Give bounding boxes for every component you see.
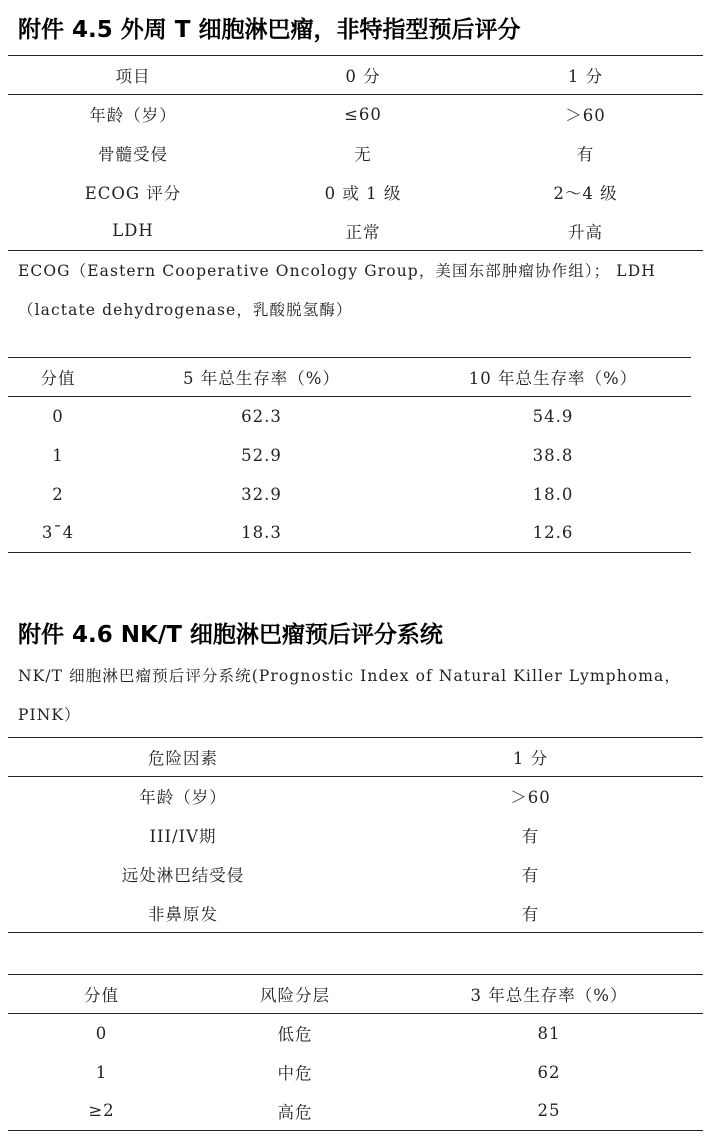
table-cell: 非鼻原发	[148, 904, 218, 924]
section-46-title: 附件 4.6 NK/T 细胞淋巴瘤预后评分系统	[18, 622, 443, 648]
table-cell: 12.6	[532, 523, 574, 543]
table-cell: 0	[52, 406, 64, 426]
table-cell: 升高	[568, 222, 603, 242]
table-row	[8, 894, 703, 933]
table-header-row	[8, 738, 703, 777]
header-cell: 1 分	[567, 67, 604, 86]
header-cell: 危险因素	[148, 749, 218, 768]
table-cell: ≤60	[344, 104, 382, 124]
table-cell: 62	[537, 1062, 561, 1082]
table-row	[8, 855, 703, 894]
table-cell: 年龄（岁）	[89, 106, 177, 126]
table-cell: 有	[521, 866, 540, 885]
table-cell: 远处淋巴结受侵	[121, 866, 245, 885]
table-cell: 低危	[277, 1025, 313, 1045]
abbreviation-note-line1: ECOG（Eastern Cooperative Oncology Group，美国东部肿瘤协作组）； LDH	[18, 262, 656, 280]
header-cell: 分值	[40, 369, 76, 388]
pink-description-line1: NK/T 细胞淋巴瘤预后评分系统(Prognostic Index of Natural Killer Lymphoma，	[18, 667, 681, 685]
table-header-row	[8, 358, 691, 397]
table-row	[8, 816, 703, 855]
table-cell: 2～4 级	[553, 184, 618, 203]
table-row	[8, 1053, 703, 1092]
table-cell: 54.9	[532, 406, 574, 426]
table-cell: 骨髓受侵	[98, 145, 168, 164]
table-row	[8, 95, 703, 134]
table-row	[8, 134, 703, 173]
ptcl-survival-table	[8, 357, 691, 553]
header-cell: 1 分	[512, 749, 549, 768]
section-45-title: 附件 4.5 外周 T 细胞淋巴瘤，非特指型预后评分	[18, 17, 521, 43]
header-cell: 分值	[84, 986, 119, 1005]
table-row	[8, 436, 691, 475]
table-cell: 32.9	[241, 484, 282, 504]
pink-risk-group-table	[8, 974, 703, 1131]
table-header-row	[8, 975, 703, 1014]
table-cell: III/IV期	[149, 827, 217, 846]
table-cell: LDH	[112, 221, 154, 241]
ptcl-score-table	[8, 55, 703, 251]
table-row	[8, 777, 703, 816]
table-row	[8, 212, 703, 251]
table-cell: ＞60	[510, 788, 551, 808]
table-cell: 38.8	[532, 445, 574, 465]
table-cell: 年龄（岁）	[139, 788, 227, 808]
table-cell: 1	[95, 1062, 108, 1082]
table-cell: 0 或 1 级	[324, 184, 402, 203]
table-header-row	[8, 56, 703, 95]
table-cell: 有	[521, 827, 540, 846]
table-row	[8, 475, 691, 514]
header-cell: 5 年总生存率（%）	[183, 369, 340, 388]
table-cell: 2	[52, 484, 64, 504]
table-cell: 高危	[277, 1102, 313, 1122]
header-cell: 风险分层	[260, 986, 330, 1005]
header-cell: 项目	[115, 67, 151, 86]
header-cell: 10 年总生存率（%）	[468, 369, 638, 388]
table-cell: 中危	[277, 1064, 313, 1083]
table-row	[8, 1014, 703, 1053]
table-row	[8, 1092, 703, 1131]
table-row	[8, 173, 703, 212]
table-cell: 正常	[345, 222, 381, 242]
table-cell: 0	[95, 1023, 108, 1043]
table-cell: 62.3	[241, 406, 282, 426]
table-cell: 无	[354, 145, 372, 164]
table-cell: ECOG 评分	[84, 184, 182, 203]
table-cell: 25	[537, 1101, 561, 1121]
pink-risk-factor-table	[8, 737, 703, 933]
table-cell: 81	[537, 1023, 561, 1043]
abbreviation-note-line2: （lactate dehydrogenase，乳酸脱氢酶）	[18, 301, 353, 319]
table-cell: 1	[52, 445, 64, 465]
pink-description-line2: PINK）	[18, 706, 81, 724]
table-cell: ≥2	[88, 1101, 115, 1121]
table-row	[8, 514, 691, 553]
header-cell: 3 年总生存率（%）	[470, 986, 628, 1005]
table-cell: 52.9	[241, 445, 282, 465]
header-cell: 0 分	[345, 67, 381, 86]
table-row	[8, 397, 691, 436]
table-cell: 3¯4	[41, 523, 75, 543]
table-cell: 有	[521, 904, 540, 924]
table-cell: 18.3	[241, 523, 282, 543]
table-cell: 有	[576, 145, 595, 164]
table-cell: ＞60	[565, 106, 606, 126]
table-cell: 18.0	[532, 484, 574, 504]
